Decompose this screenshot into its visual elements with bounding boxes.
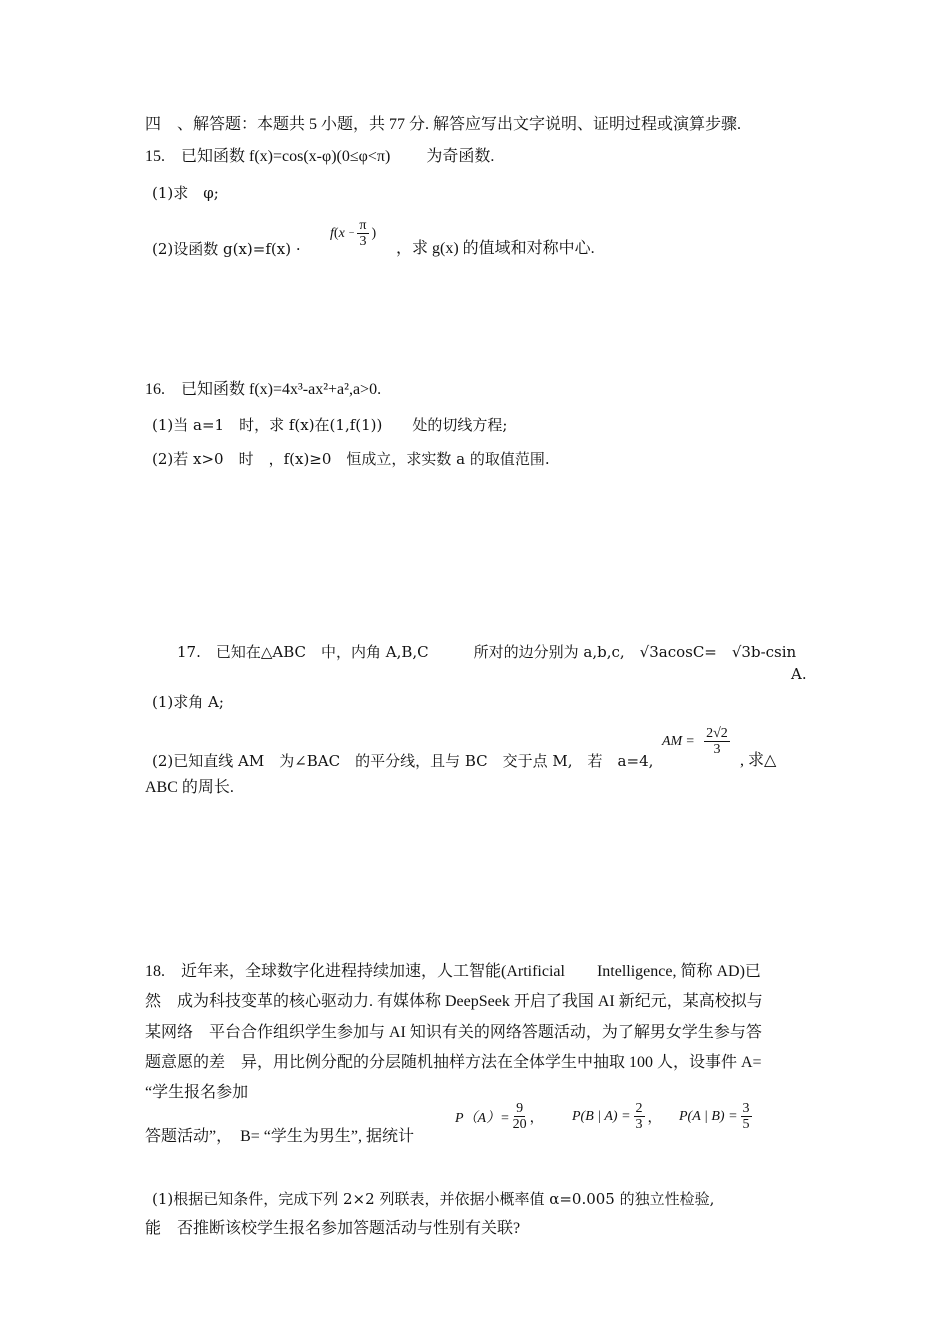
- q18-part1-line-1: (1)根据已知条件，完成下列 2×2 列联表，并依据小概率值 α=0.005 的独立性检验,: [152, 1190, 715, 1208]
- q17-formula-lhs: AM: [662, 733, 683, 749]
- q16-stem: 16. 已知函数 f(x)=4x³-ax²+a²,a>0.: [145, 381, 382, 398]
- q18-prob-c-expr: P(A | B) =: [679, 1108, 738, 1124]
- q18-prob-b-den: 3: [635, 1117, 643, 1132]
- q18-prob-a-expr: P（A）=: [455, 1110, 510, 1126]
- q15-part2-text: (2)设函数 g(x)=f(x) ·: [152, 240, 301, 258]
- q15-formula-var: x: [338, 225, 345, 241]
- q17-formula-num: 2√2: [706, 726, 728, 741]
- q17-part1: (1)求角 A;: [152, 693, 224, 711]
- q15-formula-func: f: [330, 225, 334, 241]
- q17-part2-tail: ABC 的周长.: [145, 779, 234, 796]
- q18-line-5: “学生报名参加: [145, 1084, 249, 1101]
- q18-prob-a-num: 9: [516, 1101, 524, 1116]
- q17-formula-den: 3: [713, 742, 721, 757]
- q18-prob-b-num: 2: [635, 1101, 643, 1116]
- q18-prob-c-num: 3: [742, 1101, 750, 1116]
- q15-part2-end: ，求 g(x) 的值域和对称中心.: [396, 240, 595, 257]
- q18-prob-c-den: 5: [742, 1117, 750, 1132]
- q17-formula: AM = $\frac{2√2}{3}$: [662, 726, 728, 757]
- q17-stem: 17. 已知在△ABC 中，内角 A,B,C 所对的边分别为 a,b,c, √3acosC= √3b-csin: [177, 643, 797, 661]
- q18-line-2: 然 成为科技变革的核心驱动力. 有媒体称 DeepSeek 开启了我国 AI 新纪元，某高校拟与: [145, 993, 763, 1010]
- q18-prob-b-given-a: P(B | A) = $\frac{2}{3}$ ，: [572, 1101, 662, 1132]
- q16-part1: (1)当 a=1 时，求 f(x)在(1,f(1)) 处的切线方程;: [152, 416, 508, 434]
- q18-prob-a-den: 20: [512, 1117, 527, 1132]
- q16-part2: (2)若 x>0 时 ，f(x)≥0 恒成立，求实数 a 的取值范围.: [152, 450, 550, 468]
- q15-stem: 15. 已知函数 f(x)=cos(x-φ)(0≤φ<π) 为奇函数.: [145, 148, 495, 165]
- q18-line-1: 18. 近年来，全球数字化进程持续加速，人工智能(Artificial Intelligence, 简称 AD)已: [145, 963, 761, 980]
- q18-line-6: 答题活动”， B= “学生为男生”, 据统计: [145, 1128, 415, 1145]
- q15-formula-num: π: [359, 218, 367, 233]
- q18-prob-b-expr: P(B | A) =: [572, 1108, 631, 1124]
- q18-line-4: 题意愿的差 异，用比例分配的分层随机抽样方法在全体学生中抽取 100 人，设事件 A=: [145, 1054, 762, 1071]
- q17-part2-text: (2)已知直线 AM 为∠BAC 的平分线，且与 BC 交于点 M, 若 a=4,: [152, 752, 654, 770]
- q15-formula-den: 3: [359, 234, 367, 249]
- q17-part2-end: , 求△: [740, 752, 777, 769]
- q18-line-3: 某网络 平台合作组织学生参加与 AI 知识有关的网络答题活动，为了解男女学生参与答: [145, 1024, 762, 1041]
- q15-formula-op: −: [348, 228, 355, 239]
- q18-prob-a-given-b: [679, 1101, 755, 1132]
- q18-part1-line-2: 能 否推断该校学生报名参加答题活动与性别有关联?: [145, 1220, 521, 1237]
- q15-formula: f ( x − $\frac{\pi}{3}$ ): [330, 218, 377, 249]
- section-heading: 四 、解答题：本题共 5 小题，共 77 分. 解答应写出文字说明、证明过程或演算步骤.: [145, 116, 742, 133]
- q15-part1: (1)求 φ;: [152, 184, 219, 202]
- q18-prob-a: P（A）= $\frac{9}{20}$ ，: [455, 1101, 544, 1132]
- q17-stem-end: A.: [791, 665, 807, 683]
